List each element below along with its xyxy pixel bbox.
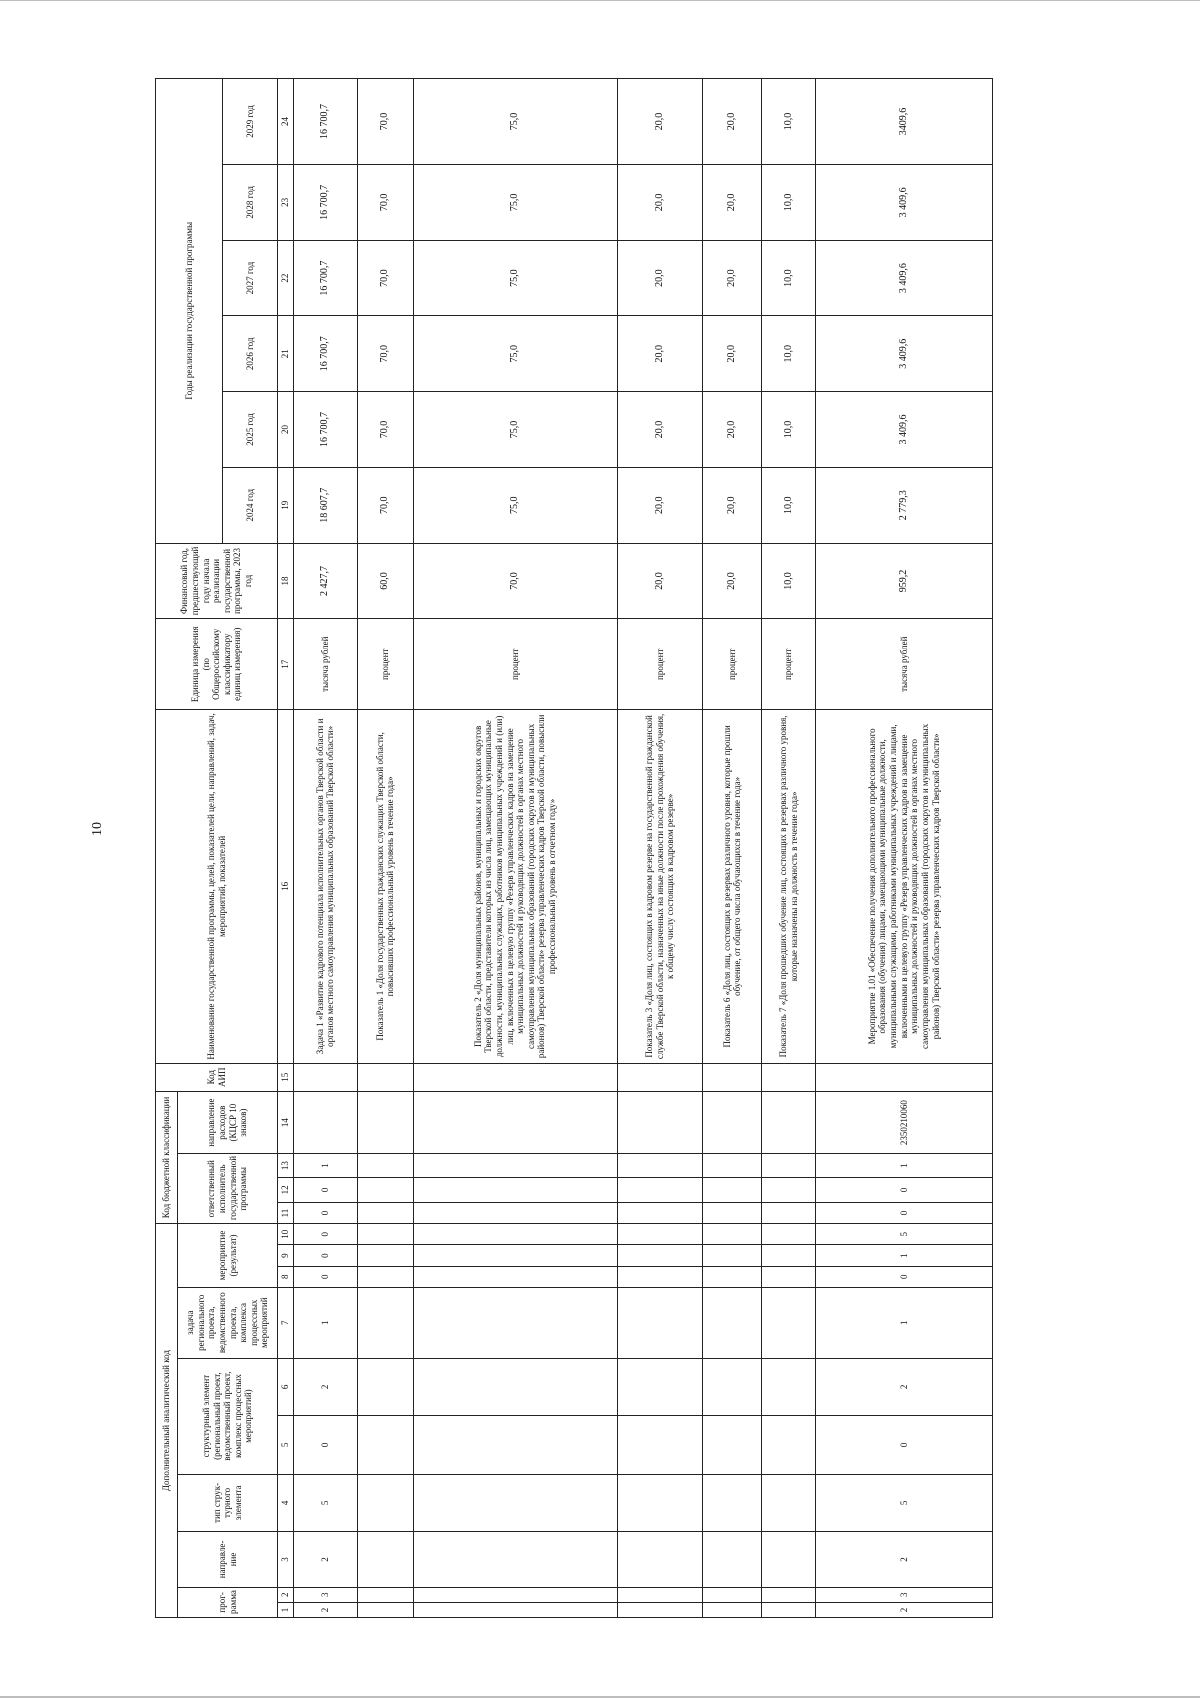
row-code-c6	[703, 1358, 762, 1416]
row-code-c5	[617, 1416, 703, 1475]
table-body	[293, 79, 992, 1618]
row-value-y2028: 20,0	[617, 165, 703, 241]
row-code-c6	[617, 1358, 703, 1416]
row-value-y2024: 2 779,3	[815, 467, 992, 543]
row-code-c11	[617, 1202, 703, 1223]
row-description: Мероприятие 1.01 «Обеспечение получения дополнительного профессионального образования (обучения) лицами, замещающими муниципальные должности, муниципальными служащими, работниками муниципальных учреждений и лицами, включенными в целевую группу «Резерв управленческих кадров на замещение муниципальных должностей и руководящих должностей в органах местного самоуправления муниципальных образований (городских округов и муниципальных районов) Тверской области» резерва управленческих кадров Тверской области»	[815, 710, 992, 1063]
table-row	[703, 79, 762, 1618]
row-code-c13	[413, 1154, 617, 1177]
row-value-base: 70,0	[413, 543, 617, 619]
row-code-c1	[357, 1602, 413, 1617]
row-code-c9: 0	[293, 1245, 357, 1266]
row-value-y2029: 3409,6	[815, 79, 992, 165]
row-code-c11: 0	[293, 1202, 357, 1223]
row-code-c4: 5	[293, 1474, 357, 1532]
row-value-y2024: 70,0	[357, 467, 413, 543]
row-code-c14	[617, 1091, 703, 1154]
row-code-c8	[617, 1266, 703, 1287]
col-number: 11	[278, 1202, 294, 1223]
row-code-c5	[762, 1416, 816, 1475]
row-code-c11	[762, 1202, 816, 1223]
row-code-c13	[703, 1154, 762, 1177]
col-number: 20	[278, 392, 294, 468]
row-code-c3	[762, 1532, 816, 1588]
row-code-c4	[617, 1474, 703, 1532]
row-value-y2027: 70,0	[357, 240, 413, 316]
row-code-c1	[703, 1602, 762, 1617]
col-number: 7	[278, 1287, 294, 1358]
row-code-c11: 0	[815, 1202, 992, 1223]
row-code-c2	[703, 1587, 762, 1602]
row-value-y2028: 10,0	[762, 165, 816, 241]
hdr-additional-code: Дополнительный аналитический код	[156, 1224, 178, 1618]
row-value-y2024: 20,0	[703, 467, 762, 543]
row-code-c8	[762, 1266, 816, 1287]
row-code-c14	[293, 1091, 357, 1154]
row-value-y2025: 20,0	[617, 392, 703, 468]
row-value-y2026: 10,0	[762, 316, 816, 392]
row-code-c9	[617, 1245, 703, 1266]
col-number: 6	[278, 1358, 294, 1416]
row-value-base: 20,0	[617, 543, 703, 619]
hdr-year-2029: 2029 год	[223, 79, 278, 165]
col-number: 3	[278, 1532, 294, 1588]
hdr-aip-code: Код АИП	[156, 1063, 278, 1091]
row-value-y2026: 75,0	[413, 316, 617, 392]
row-value-y2024: 18 607,7	[293, 467, 357, 543]
row-code-c2	[413, 1587, 617, 1602]
row-code-c3: 2	[293, 1532, 357, 1588]
row-code-c4	[357, 1474, 413, 1532]
row-code-c13	[357, 1154, 413, 1177]
row-code-c3	[703, 1532, 762, 1588]
row-value-base: 20,0	[703, 543, 762, 619]
row-code-c8	[703, 1266, 762, 1287]
row-code-c6: 2	[815, 1358, 992, 1416]
row-code-c15	[762, 1063, 816, 1091]
row-code-c7: 1	[815, 1287, 992, 1358]
row-code-c8: 0	[293, 1266, 357, 1287]
col-number: 23	[278, 165, 294, 241]
row-value-y2028: 16 700,7	[293, 165, 357, 241]
col-number: 4	[278, 1474, 294, 1532]
scan-edge-top	[0, 0, 1200, 1]
row-code-c11	[413, 1202, 617, 1223]
hdr-unit: Единица измерения (по Общероссийскому классификатору единиц измерения)	[156, 619, 278, 710]
row-value-y2024: 20,0	[617, 467, 703, 543]
row-code-c5	[413, 1416, 617, 1475]
col-number: 2	[278, 1587, 294, 1602]
hdr-program: прог-рамма	[178, 1587, 278, 1617]
row-value-y2028: 70,0	[357, 165, 413, 241]
row-code-c12: 0	[293, 1177, 357, 1202]
row-code-c2: 3	[293, 1587, 357, 1602]
row-code-c13: 1	[815, 1154, 992, 1177]
row-value-y2025: 20,0	[703, 392, 762, 468]
row-value-y2028: 3 409,6	[815, 165, 992, 241]
col-number: 1	[278, 1602, 294, 1617]
row-value-y2026: 20,0	[617, 316, 703, 392]
row-code-c8: 0	[815, 1266, 992, 1287]
table-row	[413, 79, 617, 1618]
row-unit: процент	[703, 619, 762, 710]
table-row	[762, 79, 816, 1618]
row-value-y2029: 75,0	[413, 79, 617, 165]
row-unit: тысяча рублей	[293, 619, 357, 710]
row-code-c11	[357, 1202, 413, 1223]
col-number: 21	[278, 316, 294, 392]
row-code-c10	[413, 1224, 617, 1245]
row-code-c1	[762, 1602, 816, 1617]
row-code-c7	[357, 1287, 413, 1358]
col-number: 15	[278, 1063, 294, 1091]
col-number: 19	[278, 467, 294, 543]
row-code-c3: 2	[815, 1532, 992, 1588]
rotated-table-container	[155, 78, 993, 1618]
row-value-y2029: 70,0	[357, 79, 413, 165]
row-value-y2026: 16 700,7	[293, 316, 357, 392]
row-code-c3	[617, 1532, 703, 1588]
row-value-y2026: 20,0	[703, 316, 762, 392]
row-code-c14	[357, 1091, 413, 1154]
row-code-c9	[413, 1245, 617, 1266]
col-number: 18	[278, 543, 294, 619]
hdr-year-2027: 2027 год	[223, 240, 278, 316]
row-code-c5: 0	[293, 1416, 357, 1475]
row-value-y2027: 20,0	[703, 240, 762, 316]
col-number: 14	[278, 1091, 294, 1154]
hdr-years-group: Годы реализации государственной программы	[156, 79, 223, 544]
row-unit: процент	[617, 619, 703, 710]
row-value-y2029: 20,0	[703, 79, 762, 165]
row-code-c10	[703, 1224, 762, 1245]
row-code-c13: 1	[293, 1154, 357, 1177]
hdr-year-2024: 2024 год	[223, 467, 278, 543]
hdr-budget-code: Код бюджетной классификации	[156, 1091, 178, 1223]
row-unit: процент	[762, 619, 816, 710]
hdr-direction: направле-ние	[178, 1532, 278, 1588]
row-code-c11	[703, 1202, 762, 1223]
hdr-executor: ответственный исполнитель государственной программы	[178, 1154, 278, 1224]
row-code-c5	[357, 1416, 413, 1475]
row-code-c8	[413, 1266, 617, 1287]
row-value-y2029: 20,0	[617, 79, 703, 165]
row-code-c7	[762, 1287, 816, 1358]
row-value-y2027: 20,0	[617, 240, 703, 316]
row-value-y2024: 75,0	[413, 467, 617, 543]
row-code-c9: 1	[815, 1245, 992, 1266]
row-code-c2	[617, 1587, 703, 1602]
program-table	[155, 78, 993, 1618]
row-code-c15	[815, 1063, 992, 1091]
row-description: Задача 1 «Развитие кадрового потенциала исполнительных органов Тверской области и органов местного самоуправления муниципальных образований Тверской области»	[293, 710, 357, 1063]
row-code-c4: 5	[815, 1474, 992, 1532]
col-number: 10	[278, 1224, 294, 1245]
row-code-c7	[703, 1287, 762, 1358]
page-number: 10	[90, 822, 105, 836]
row-code-c3	[357, 1532, 413, 1588]
row-value-y2025: 3 409,6	[815, 392, 992, 468]
row-description: Показатель 1 «Доля государственных гражданских служащих Тверской области, повысивших профессиональный уровень в течение года»	[357, 710, 413, 1063]
hdr-year-2028: 2028 год	[223, 165, 278, 241]
hdr-struct-element: структурный элемент (региональный проект, ведомственный проект, комплекс процессных мероприятий)	[178, 1358, 278, 1474]
row-description: Показатель 2 «Доля муниципальных районов, муниципальных и городских округов Тверской области, представители которых из числа лиц, замещающих муниципальные должности, муниципальных служащих, работников муниципальных учреждений и (или) лиц, включенных в целевую группу «Резерв управленческих кадров на замещение муниципальных должностей и руководящих должностей в органах местного самоуправления муниципальных образований (городских округов и муниципальных районов) Тверской области» резерва управленческих кадров Тверской области, повысили профессиональный уровень в отчетном году»	[413, 710, 617, 1063]
row-unit: процент	[413, 619, 617, 710]
col-number: 22	[278, 240, 294, 316]
row-value-y2026: 3 409,6	[815, 316, 992, 392]
row-value-y2029: 10,0	[762, 79, 816, 165]
row-code-c9	[357, 1245, 413, 1266]
table-row	[357, 79, 413, 1618]
row-code-c1	[413, 1602, 617, 1617]
col-number: 9	[278, 1245, 294, 1266]
col-number: 13	[278, 1154, 294, 1177]
row-code-c5	[703, 1416, 762, 1475]
row-value-y2025: 10,0	[762, 392, 816, 468]
row-code-c12	[357, 1177, 413, 1202]
row-value-base: 959,2	[815, 543, 992, 619]
row-code-c15	[617, 1063, 703, 1091]
table-row	[815, 79, 992, 1618]
hdr-name: Наименование государственной программы, целей, показателей цели, направлений, задач, мероприятий, показателей	[156, 710, 278, 1063]
row-code-c14: 2350210060	[815, 1091, 992, 1154]
row-code-c1	[617, 1602, 703, 1617]
row-code-c7: 1	[293, 1287, 357, 1358]
row-code-c9	[703, 1245, 762, 1266]
row-value-y2027: 16 700,7	[293, 240, 357, 316]
row-code-c12	[703, 1177, 762, 1202]
row-code-c14	[703, 1091, 762, 1154]
row-description: Показатель 7 «Доля прошедших обучение лиц, состоящих в резервах различного уровня, которые назначены на должность в течение года»	[762, 710, 816, 1063]
row-value-y2024: 10,0	[762, 467, 816, 543]
row-code-c4	[703, 1474, 762, 1532]
row-value-y2028: 75,0	[413, 165, 617, 241]
row-code-c7	[617, 1287, 703, 1358]
col-number: 17	[278, 619, 294, 710]
row-description: Показатель 6 «Доля лиц, состоящих в резервах различного уровня, которые прошли обучение, от общего числа обучающихся в течение года»	[703, 710, 762, 1063]
row-code-c4	[762, 1474, 816, 1532]
row-code-c2	[357, 1587, 413, 1602]
row-code-c8	[357, 1266, 413, 1287]
row-code-c6: 2	[293, 1358, 357, 1416]
row-code-c15	[357, 1063, 413, 1091]
row-code-c6	[357, 1358, 413, 1416]
col-number: 8	[278, 1266, 294, 1287]
row-value-y2029: 16 700,7	[293, 79, 357, 165]
hdr-event: мероприятие (результат)	[178, 1224, 278, 1288]
row-code-c6	[413, 1358, 617, 1416]
table-row	[293, 79, 357, 1618]
hdr-base-year: Финансовый год, предшествующий году начала реализации государственной программы, 2023 год	[156, 543, 278, 619]
row-code-c13	[617, 1154, 703, 1177]
row-value-y2027: 75,0	[413, 240, 617, 316]
row-code-c5: 0	[815, 1416, 992, 1475]
col-number: 16	[278, 710, 294, 1063]
row-code-c2	[762, 1587, 816, 1602]
row-value-base: 2 427,7	[293, 543, 357, 619]
row-code-c12	[617, 1177, 703, 1202]
row-code-c10	[762, 1224, 816, 1245]
row-code-c10: 0	[293, 1224, 357, 1245]
row-code-c3	[413, 1532, 617, 1588]
row-unit: процент	[357, 619, 413, 710]
row-value-y2025: 70,0	[357, 392, 413, 468]
row-code-c14	[413, 1091, 617, 1154]
hdr-year-2026: 2026 год	[223, 316, 278, 392]
row-code-c12: 0	[815, 1177, 992, 1202]
row-value-y2027: 3 409,6	[815, 240, 992, 316]
row-value-y2025: 75,0	[413, 392, 617, 468]
col-number: 5	[278, 1416, 294, 1475]
row-code-c10: 5	[815, 1224, 992, 1245]
row-value-y2026: 70,0	[357, 316, 413, 392]
row-code-c2: 3	[815, 1587, 992, 1602]
row-code-c1: 2	[815, 1602, 992, 1617]
row-value-y2028: 20,0	[703, 165, 762, 241]
row-code-c13	[762, 1154, 816, 1177]
row-code-c9	[762, 1245, 816, 1266]
row-code-c12	[413, 1177, 617, 1202]
row-code-c15	[413, 1063, 617, 1091]
row-code-c1: 2	[293, 1602, 357, 1617]
row-code-c10	[357, 1224, 413, 1245]
row-code-c7	[413, 1287, 617, 1358]
row-code-c15	[703, 1063, 762, 1091]
row-code-c6	[762, 1358, 816, 1416]
row-unit: тысяча рублей	[815, 619, 992, 710]
row-value-y2025: 16 700,7	[293, 392, 357, 468]
hdr-year-2025: 2025 год	[223, 392, 278, 468]
table-row	[617, 79, 703, 1618]
hdr-expense: направление расходов (КЦСР 10 знаков)	[178, 1091, 278, 1154]
col-number: 24	[278, 79, 294, 165]
row-value-base: 60,0	[357, 543, 413, 619]
column-number-row	[278, 79, 294, 1618]
row-value-base: 10,0	[762, 543, 816, 619]
hdr-task: задача регионального проекта, ведомственного проекта, комплекса процессных мероприятий	[178, 1287, 278, 1358]
row-code-c10	[617, 1224, 703, 1245]
row-code-c15	[293, 1063, 357, 1091]
row-code-c4	[413, 1474, 617, 1532]
row-value-y2027: 10,0	[762, 240, 816, 316]
row-code-c14	[762, 1091, 816, 1154]
hdr-struct-type: тип струк-турного элемента	[178, 1474, 278, 1532]
col-number: 12	[278, 1177, 294, 1202]
row-code-c12	[762, 1177, 816, 1202]
row-description: Показатель 3 «Доля лиц, состоящих в кадровом резерве на государственной гражданской службе Тверской области, назначенных на иные должности после прохождения обучения, к общему числу состоящих в кадровом резерве»	[617, 710, 703, 1063]
